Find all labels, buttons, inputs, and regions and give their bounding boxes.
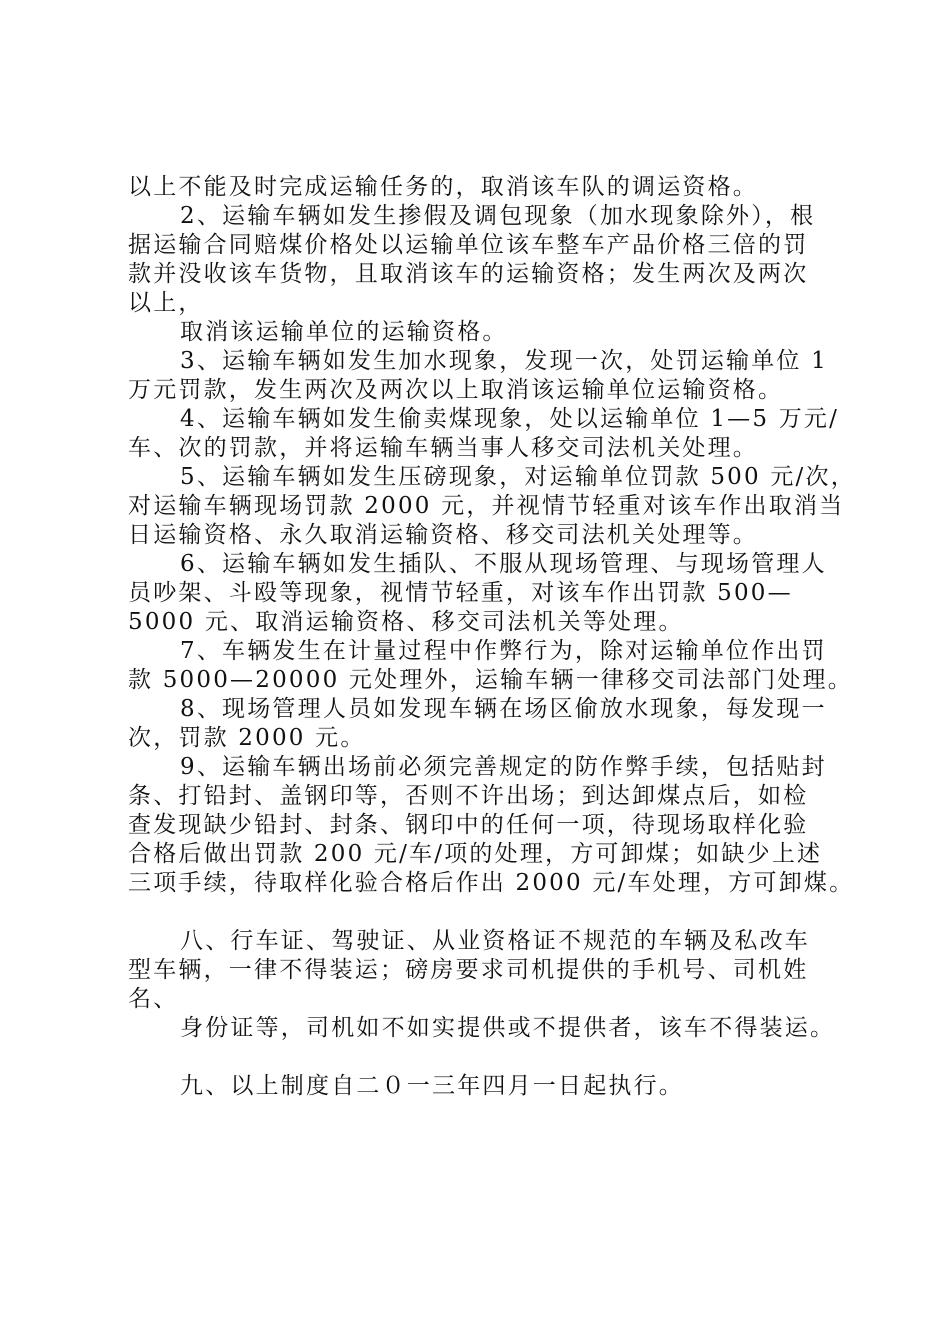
text-line: 9、运输车辆出场前必须完善规定的防作弊手续，包括贴封 [180,754,827,780]
text-line: 条、打铅封、盖钢印等，否则不许出场；到达卸煤点后，如检 [128,783,809,809]
text-line: 合格后做出罚款 200 元/车/项的处理，方可卸煤；如缺少上述 [128,841,823,867]
text-line: 以上， [128,290,204,316]
text-line: 查发现缺少铅封、封条、钢印中的任何一项，待现场取样化验 [128,812,809,838]
document-body [128,173,856,1101]
text-line: 款并没收该车货物，且取消该车的运输资格；发生两次及两次 [128,261,809,287]
text-line: 次，罚款 2000 元。 [128,725,366,751]
text-line: 型车辆，一律不得装运；磅房要求司机提供的手机号、司机姓 [128,957,809,983]
text-line: 万元罚款，发生两次及两次以上取消该运输单位运输资格。 [128,377,784,403]
text-line: 员吵架、斗殴等现象，视情节轻重，对该车作出罚款 500— [128,580,793,606]
text-line: 名、 [128,986,179,1012]
text-line: 取消该运输单位的运输资格。 [180,319,508,345]
text-line: 三项手续，待取样化验合格后作出 2000 元/车处理，方可卸煤。 [128,870,855,896]
text-line: 5、运输车辆如发生压磅现象，对运输单位罚款 500 元/次， [180,464,856,490]
text-line: 3、运输车辆如发生加水现象，发现一次，处罚运输单位 1 [180,348,828,374]
text-line: 九、以上制度自二０一三年四月一日起执行。 [180,1073,684,1099]
text-line: 据运输合同赔煤价格处以运输单位该车整车产品价格三倍的罚 [128,232,809,258]
text-line: 车、次的罚款，并将运输车辆当事人移交司法机关处理。 [128,435,758,461]
text-line: 5000 元、取消运输资格、移交司法机关等处理。 [128,609,684,635]
text-line: 日运输资格、永久取消运输资格、移交司法机关处理等。 [128,522,758,548]
paragraph-gap [128,898,848,927]
text-line: 对运输车辆现场罚款 2000 元，并视情节轻重对该车作出取消当 [128,493,845,519]
text-line: 身份证等，司机如不如实提供或不提供者，该车不得装运。 [180,1015,836,1041]
text-line: 4、运输车辆如发生偷卖煤现象，处以运输单位 1—5 万元/ [180,406,840,432]
text-line: 以上不能及时完成运输任务的，取消该车队的调运资格。 [128,174,758,200]
text-line: 8、现场管理人员如发现车辆在场区偷放水现象，每发现一 [180,696,827,722]
text-line: 7、车辆发生在计量过程中作弊行为，除对运输单位作出罚 [180,638,827,664]
paragraph-gap [128,1043,848,1072]
text-line: 2、运输车辆如发生掺假及调包现象（加水现象除外），根 [180,203,816,229]
text-line: 款 5000—20000 元处理外，运输车辆一律移交司法部门处理。 [128,667,853,693]
text-line: 6、运输车辆如发生插队、不服从现场管理、与现场管理人 [180,551,827,577]
text-line: 八、行车证、驾驶证、从业资格证不规范的车辆及私改车 [180,928,810,954]
